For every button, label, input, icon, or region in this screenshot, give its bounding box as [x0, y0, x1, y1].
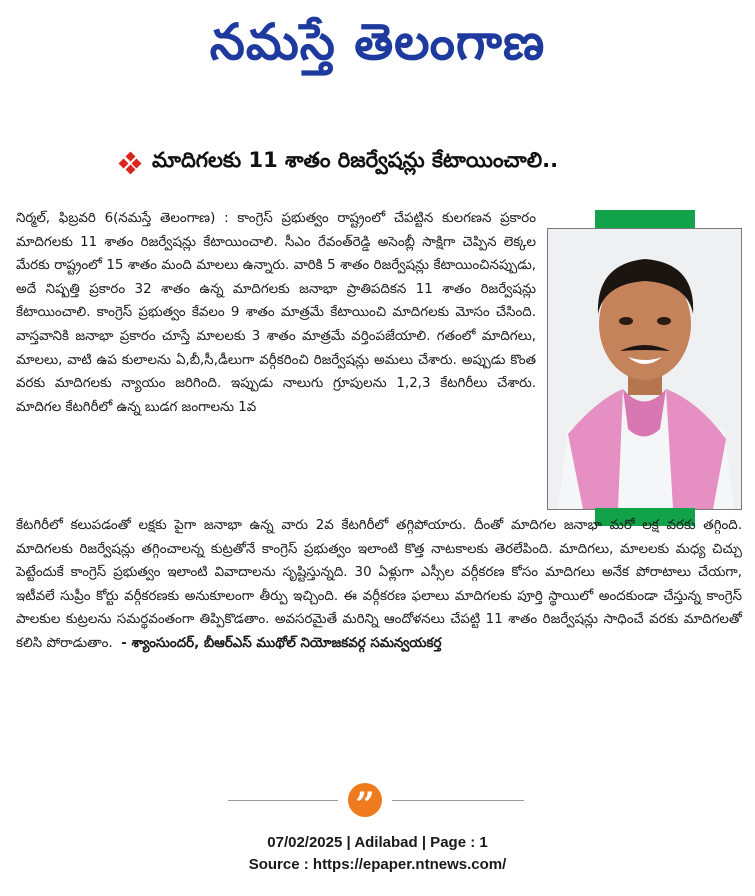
article-body-top — [16, 207, 536, 419]
photo-frame — [547, 228, 742, 510]
footer-edition: 07/02/2025 | Adilabad | Page : 1 — [267, 834, 488, 851]
divider-right — [392, 800, 524, 801]
masthead-title: నమస్తే తెలంగాణ — [209, 13, 546, 71]
quote-icon: ” — [348, 783, 382, 817]
diamond-bullet-icon — [120, 153, 140, 173]
headline — [120, 146, 740, 180]
article-continuation-paragraph — [16, 514, 742, 656]
article-body-bottom — [16, 514, 742, 656]
portrait-illustration — [548, 229, 741, 509]
divider-left — [228, 800, 338, 801]
article-lead-paragraph: నిర్మల్‌, ఫిబ్రవరి 6(నమస్తే తెలంగాణ) : కాంగ్రెస్‌ ప్రభుత్వం రాష్ట్రంలో చేపట్టిన కులగణన ప్రకారం మాదిగలకు 11 శాతం రిజర్వేషన్లు కేటాయించాలి. సీఎం రేవంత్‌రెడ్డి అసెంబ్లీ సాక్షిగా చెప్పిన లెక్కల మేరకు రాష్ట్రంలో 15 శాతం మంది మాలలు ఉన్నారు. వారికి 5 శాతం రిజర్వేషన్లు కేటాయించినప్పుడు, అదే నిష్పత్తి ప్రకారం 32 శాతం ఉన్న మాదిగలకు జనాభా ప్రాతిపదికన 11 శాతం రిజర్వేషన్లు కేటాయించాలి. కాంగ్రెస్‌ ప్రభుత్వం కేవలం 9 శాతం మాత్రమే కేటాయించి మాదిగలకు మోసం చేసింది. వాస్తవానికి జనాభా ప్రకారం చూస్తే మాలలకు 3 శాతం మాత్రమే వర్తింపజేయాలి. గతంలో మాదిగలు, మాలలు, వాటి ఉప కులాలను ఏ,బీ,సీ,డీలుగా వర్గీకరించి రిజర్వేషన్లు అమలు చేశారు. అప్పుడు కొంత వరకు మాదిగలకు న్యాయం జరిగింది. ఇప్పుడు నాలుగు గ్రూపులను 1,2,3 కేటగిరీలు చేశారు. మాదిగల కేటగిరీలో ఉన్న బుడగ జంగాలను 1వ — [16, 211, 536, 415]
headline-title: మాదిగలకు 11 శాతం రిజర్వేషన్లు కేటాయించాలి.. — [152, 148, 559, 172]
author-photo — [547, 210, 742, 526]
photo-green-band-top — [595, 210, 695, 228]
article-byline: - శ్యాంసుందర్‌, బీఆర్‌ఎస్‌ ముథోల్‌ నియోజకవర్గ సమన్వయకర్త — [121, 635, 442, 651]
article-rest-text: కేటగిరీలో కలుపడంతో లక్షకు పైగా జనాభా ఉన్న వారు 2వ కేటగిరీలో తగ్గిపోయారు. దీంతో మాదిగల జనాభా మరో లక్ష వరకు తగ్గింది. మాదిగలకు రిజర్వేషన్లు తగ్గించాలన్న కుట్రతోనే కాంగ్రెస్‌ ప్రభుత్వం ఇలాంటి కొత్త నాటకాలకు తెరలేపింది. మాదిగలు, మాలలకు మధ్య చిచ్చు పెట్టేందుకే కాంగ్రెస్‌ ప్రభుత్వం ఇలాంటి వివాదాలను సృష్టిస్తున్నది. 30 ఏళ్లుగా ఎస్సీల వర్గీకరణ కోసం మాదిగలు అనేక పోరాటాలు చేయగా, ఇటీవలే సుప్రీం కోర్టు వర్గీకరణకు అనుకూలంగా తీర్పు ఇచ్చింది. ఈ వర్గీకరణ ఫలాలు మాదిగలకు పూర్తి స్థాయిలో అందకుండా చేస్తున్న కాంగ్రెస్‌ పాలకుల కుట్రలను సమర్థవంతంగా తిప్పికొడతాం. అవసరమైతే మరిన్ని ఆందోళనలు చేపట్టి 11 శాతం రిజర్వేషన్లు సాధించే వరకు మాదిగలతో కలిసి పోరాడుతాం. — [16, 518, 742, 651]
footer-source: Source : https://epaper.ntnews.com/ — [248, 856, 507, 873]
